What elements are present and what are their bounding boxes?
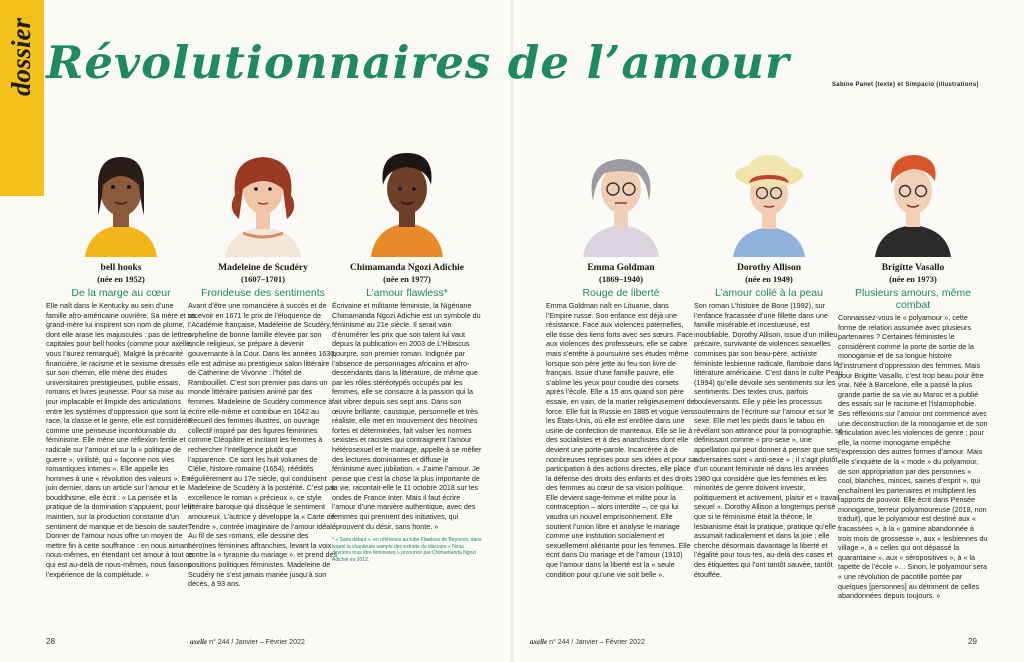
profile-body: Avant d’être une romancière à succès et de recevoir en 1671 le prix de l’éloquence de l’Académie française, Madeleine de Scudéry, orpheline de bonne famille élevée par son oncle religieux, se prépare à devenir gouvernante à la Cour. Dans les années 1630, elle est admise au prestigieux salon littéraire de Catherine de Vivonne : l’hôtel de Rambouillet. C’est son premier pas dans un monde littéraire parisien animé par des femmes. Madeleine de Scudéry commence à écrire elle-même et contribue en 1642 au Recueil des femmes illustres, un ouvrage collectif inspiré par des figures féminines comme Cléopâtre et incitant les femmes à rechercher l’intelligence plutôt que l’apparence. Ce sont les huit volumes de Clélie, histoire romaine (1654), réédités régulièrement au 17e siècle, qui conduisent Madeleine de Scudéry à la postérité. C’est par excellence le roman « précieux », ce style littéraire baroque qui dissèque le sentiment amoureux. L’autrice y développe la « Carte de Tendre », contrée imaginaire de l’amour idéal. Au fil de ses romans, elle dessine des héroïnes féminines affranchies, levant la voix contre la « tyrannie du mariage », et prend des positions politiques féministes. Madeleine de Scudéry ne s’est jamais mariée jusqu’à son décès, à 93 ans. — [188, 301, 338, 589]
page-number-right: 29 — [968, 637, 977, 646]
profile-subtitle: Rouge de liberté — [582, 287, 660, 299]
profile-brigitte-vasallo — [838, 145, 988, 601]
profile-name: Brigitte Vasallo (née en 1973) — [881, 263, 945, 284]
issue-footer-right: axelle n° 244 / Janvier – Février 2022 — [530, 638, 645, 646]
profile-chimamanda-ngozi-adichie — [332, 145, 482, 563]
profile-body: Connaissez-vous le « polyamour », cette forme de relation assumée avec plusieurs partenaires ? Certaines féministes le considèrent comme la porte de sortie de la monogamie et de sa longue histoire d’instrument d’oppression des femmes. Mais pour Brigitte Vasallo, c’est trop beau pour être vrai. Née à Barcelone, elle a passé la plus grande partie de sa vie au Maroc et a publié des essais sur le racisme et l’islamophobie. Ses réflexions sur l’amour ont commencé avec une déconstruction de la monogamie et de son articulation avec les violences de genre ; pour elle, la norme monogame empêche l’expression des autres formes d’amour. Mais elle s’inquiète de la « mode » du polyamour, de son appropriation par des personnes « cool, blanches, minces, saines d’esprit », qui enchaînent les partenaires et multiplient les rapports de pouvoir. Elle écrit dans Pensée monogame, terreur polyamoureuse (2018, non traduit), que le polyamour est destiné aux « fracassées », à la « gamine abandonnée à trois mois de grossesse », aux « lesbiennes du village », à « celles qui ont dépassé la quarantaine », aux « séropositives », à « la tapette de l’école »… Sinon, le polyamour sera « une révolution de pacotille portée par quelques [personnes] au détriment de celles abandonnées depuis toujours. » — [838, 313, 988, 601]
profile-name: Emma Goldman (1869–1940) — [587, 263, 655, 284]
page-gutter — [511, 0, 513, 662]
portrait-emma-goldman — [571, 145, 671, 257]
profile-body: Elle naît dans le Kentucky au sein d’une famille afro-américaine ouvrière. Sa mère et sa grand-mère lui inspirent son nom de plume, dont elle arase les majuscules : pas de lettres capitales pour bell hooks (comme pour axelle, vous l’aurez remarqué). Malgré la précarité financière, le racisme et le sexisme dressés sur son chemin, elle mène des études universitaires prestigieuses, publie essais, romans et livres jeunesse. Pour sa mise au jour implacable et limpide des articulations entre les systèmes d’oppression que sont la race, la classe et le genre, elle est considérée comme une penseuse incontournable du féminisme. Elle mène une réflexion fertile et radicale sur l’amour et sur la « politique de guerre », virilisté, qui « façonne nos vies romantiques intimes ». Elle appelle les hommes à une « révolution des valeurs ». En juin dernier, dans un article sur l’amour et le bouddhisme, elle écrit : « La pensée et la pratique de la domination s’appuient, pour leur maintien, sur la production constante d’un sentiment de manque et de besoin de sauter. Donner de l’amour nous offre un moyen de mettre fin à cette souffrance : en nous aimant nous-mêmes, en étendant cet amour à tout ce qui est au-delà de nous-mêmes, nous faisons l’expérience de la complétude. » — [46, 301, 196, 579]
credit-line: Sabine Panet (texte) et Simpacio (illustrations) — [832, 82, 979, 88]
profile-subtitle: Plusieurs amours, même combat — [854, 287, 972, 311]
profile-name: bell hooks (née en 1952) — [97, 263, 145, 284]
profile-subtitle: Frondeuse des sentiments — [201, 287, 325, 299]
profile-dorothy-allison — [694, 145, 844, 579]
profile-name: Dorothy Allison (née en 1949) — [737, 263, 801, 284]
portrait-chimamanda-ngozi-adichie — [357, 145, 457, 257]
profile-subtitle: De la marge au cœur — [71, 287, 171, 299]
section-tab-label: dossier — [6, 17, 36, 96]
portrait-brigitte-vasallo — [863, 145, 963, 257]
profile-body: Écrivaine et militante féministe, la Nigériane Chimamanda Ngozi Adichie est un symbole du féminisme au 21e siècle. Il serait vain d’énumérer les prix que son talent lui vaut depuis la publication en 2003 de L’Hibiscus pourpre, son premier roman. Indignée par l’absence de personnages africains et afro-descendants dans la littérature, de même que par les rôles stéréotypés occupés par les femmes, elle se consacre à la passion qui la fait vibrer depuis ses sept ans. Dans son œuvre brillante, caustique, personnelle et très réaliste, elle met en mouvement des héroïnes fortes et déterminées, fait valser les normes sexistes et racistes qui contraignent l’amour hétérosexuel et le mariage, appelle à se méfier des lectures dominantes et diffuse le féminisme avec jubilation. « J’aime l’amour. Je pense que c’est la chose la plus importante de la vie, racontait-elle le 11 octobre 2018 sur les ondes de France Inter. Mais il faut écrire l’amour d’une manière authentique, avec des femmes qui prennent des initiatives, qui éprouvent du désir, sans honte. » — [332, 301, 482, 531]
page-number-left: 28 — [46, 637, 55, 646]
profile-body: Son roman L’histoire de Bone (1992), sur l’enfance fracassée d’une fillette dans une famille misérable et incestueuse, est inoubliable. Dorothy Allison, issue d’un milieu précaire, survivante de violences sexuelles commises par son beau-père, activiste féministe lesbienne radicale, flamboie dans la littérature américaine. C’est dans le culte Peau (1994) qu’elle dévoile ses sentiments sur les sentiments. Des textes crus, parfois bouleversants. Elle y pèle les processus souterrains de l’écriture sur l’amour et sur le sexe. Elle met les pieds dans le tabou en révélant son attirance pour la pornographie, se définissant comme « pro-sexe », une appellation qui peut donner à penser que ses adversaires sont « anti-sexe » ; il s’agit plutôt d’un courant féministe né dans les années 1980 qui considère que les femmes et les minorités de genre doivent investir, politiquement et activement, plaisir et « travail sexuel ». Dorothy Allison a longtemps pensé que si le féminisme était la théorie, le lesbianisme était la pratique, pratique qu’elle assumait radicalement et dans la joie ; elle cherche désormais davantage la liberté et l’égalité pour tous-tes, au-delà des cases et des étiquettes qui l’ont tantôt sauvée, tantôt étouffée. — [694, 301, 843, 579]
profile-subtitle: L’amour flawless* — [366, 287, 448, 299]
profile-name: Madeleine de Scudéry (1607–1701) — [218, 263, 308, 284]
footnote: * « Sans défaut », en référence au tube Flawless de Beyoncé, dans lequel la chanteuse sample des extraits du discours « Nous devrions tous être féministes » prononcé par Chimamanda Ngozi Adichie en 2012. — [332, 537, 482, 563]
section-tab — [0, 0, 44, 196]
profile-bell-hooks — [46, 145, 196, 579]
portrait-madeleine-de-scudery — [213, 145, 313, 257]
profile-emma-goldman — [546, 145, 696, 579]
page-title: Révolutionnaires de l’amour — [46, 36, 790, 89]
issue-footer-left: axelle n° 244 / Janvier – Février 2022 — [190, 638, 305, 646]
portrait-dorothy-allison — [719, 145, 819, 257]
portrait-bell-hooks — [71, 145, 171, 257]
profile-subtitle: L’amour collé à la peau — [715, 287, 823, 299]
profile-name: Chimamanda Ngozi Adichie (née en 1977) — [349, 263, 464, 284]
profile-madeleine-de-scudery — [188, 145, 338, 589]
profile-body: Emma Goldman naît en Lituanie, dans l’Empire russe. Son enfance est déjà une résistance. Face aux violences paternelles, elle tisse des liens forts avec ses sœurs. Face aux violences des professeurs, elle se cabre mais s’entête à poursuivre ses études même lorsque son père jette au feu son livre de français. Issue d’une famille pauvre, elle s’abîme les yeux pour coudre des corsets après l’école. Elle a 15 ans quand son père essaie, en vain, de la marier religieusement de force. Elle fuit la Russie en 1885 et vogue vers les États-Unis, où elle est enrôlée dans une usine de confection de manteaux. Elle se lie à des socialistes et à des anarchistes dont elle devient une porte-parole. Incarcérée à de nombreuses reprises pour ses idées et pour sa participation à des actions directes, elle place la défense des droits des enfants et des droits des femmes au cœur de sa vision politique. Elle devient sage-femme et milite pour la contraception – alors interdite –, ce qui lui vaudra un nouvel emprisonnement. Elle soutient l’union libre et analyse le mariage comme une institution socialement et sexuellement aliénante pour les femmes. Elle écrit dans Du mariage et de l’amour (1910) que l’amour dans la liberté est la « seule condition pour qu’une vie soit belle ». — [546, 301, 696, 579]
